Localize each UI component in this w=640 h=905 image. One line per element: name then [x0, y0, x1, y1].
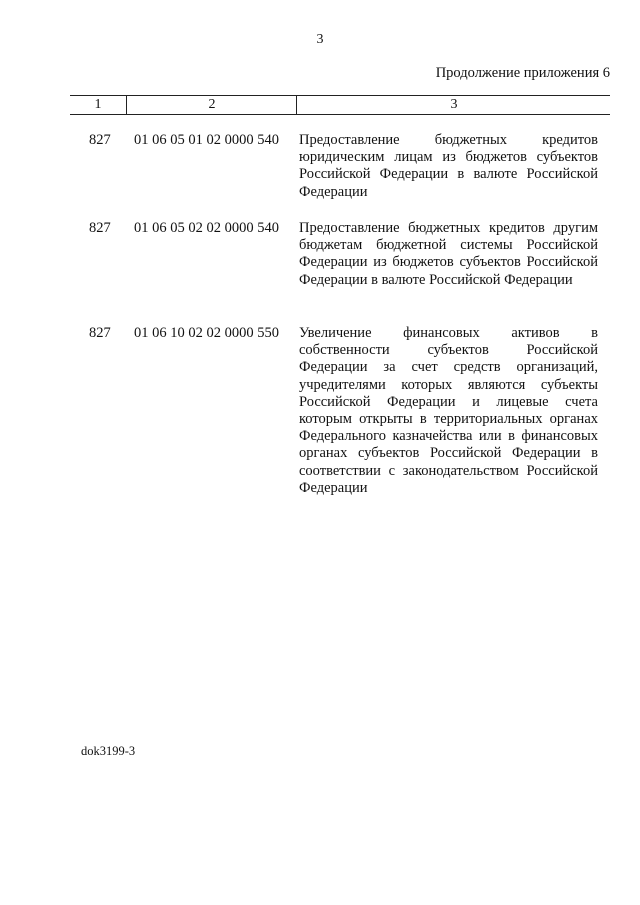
row-description: Предоставление бюджетных кредитов юридическим лицам из бюджетов субъектов Российской Федерации в валюте Российской Федерации	[299, 132, 598, 200]
source-code: 01 06 10 02 02 0000 550	[134, 325, 279, 341]
admin-code: 827	[89, 132, 111, 148]
row-description: Увеличение финансовых активов в собственности субъектов Российской Федерации за счет средств организаций, учредителями которых являются субъекты Российской Федерации и лицевые счета которым открыты в территориальных органах Федерального казначейства или в финансовых органах субъектов Российской Федерации в соответствии с законодательством Российской Федерации	[299, 325, 598, 496]
page-number: 3	[316, 32, 324, 47]
admin-code: 827	[89, 220, 111, 236]
row-description: Предоставление бюджетных кредитов другим бюджетам бюджетной системы Российской Федерации из бюджетов субъектов Российской Федерации в валюте Российской Федерации	[299, 220, 598, 288]
column-header-3: 3	[296, 96, 611, 114]
source-code: 01 06 05 01 02 0000 540	[134, 132, 279, 148]
source-code: 01 06 05 02 02 0000 540	[134, 220, 279, 236]
document-footer-code: dok3199-3	[81, 744, 136, 758]
column-header-1: 1	[94, 97, 102, 112]
table-header	[70, 95, 610, 115]
appendix-continuation-title: Продолжение приложения 6	[435, 65, 610, 81]
admin-code: 827	[89, 325, 111, 341]
column-header-2: 2	[126, 96, 297, 114]
